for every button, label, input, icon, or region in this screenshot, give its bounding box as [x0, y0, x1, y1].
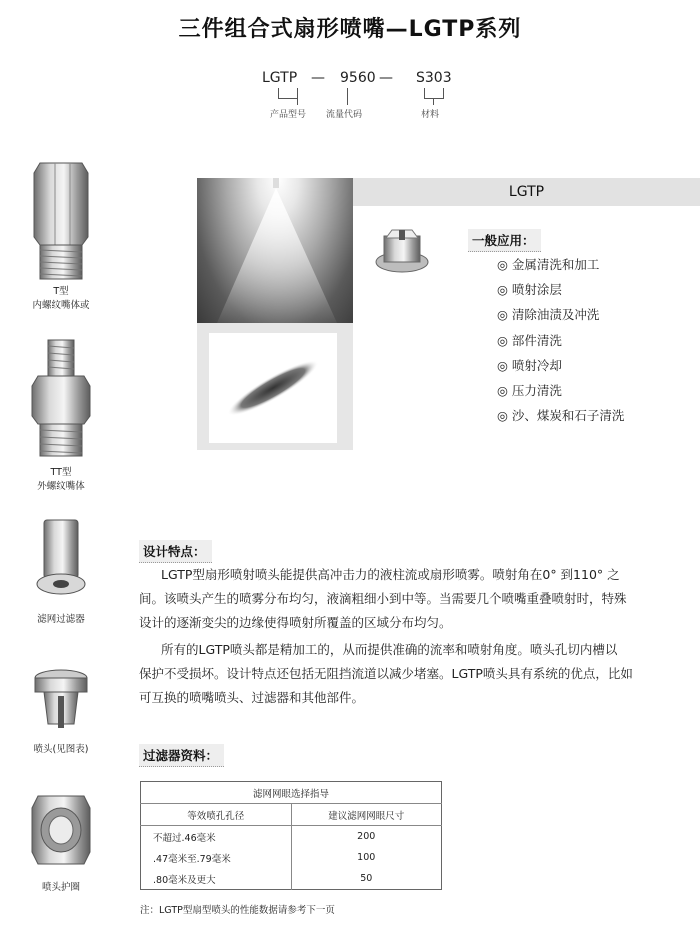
- spray-photo: [197, 178, 353, 323]
- tt-body-image: [30, 338, 92, 460]
- table-cell: 100: [357, 852, 376, 863]
- application-text: 部件清洗: [511, 333, 562, 348]
- application-item: [497, 305, 599, 323]
- part-label-line: 喷头(见图表): [33, 744, 89, 755]
- part-label-line: T型: [53, 286, 69, 297]
- part-label-t-body: [1, 285, 121, 313]
- table-cell: .47毫米至.79毫米: [141, 847, 292, 868]
- paragraph-line: LGTP型扇形喷射喷头能提供高冲击力的液柱流或扇形喷雾。喷射角在0° 到110° 之: [161, 567, 620, 582]
- part-label-retainer: [1, 881, 121, 895]
- application-text: 金属清洗和加工: [511, 257, 600, 272]
- part-label-line: 内螺纹嘴体或: [32, 300, 90, 311]
- bullet-icon: ◎: [497, 333, 508, 348]
- code-connector: [278, 88, 279, 98]
- paragraph-line: 所有的LGTP喷头都是精加工的，从而提供准确的流率和喷射角度。喷头孔切内槽以: [161, 642, 618, 657]
- applications-title: 一般应用：: [468, 229, 541, 252]
- code-connector: [278, 98, 298, 99]
- application-item: [497, 381, 562, 399]
- bullet-icon: ◎: [497, 383, 508, 398]
- code-connector: [433, 98, 434, 105]
- code-connector: [297, 88, 298, 105]
- filter-guide-table: [140, 781, 442, 890]
- application-text: 压力清洗: [511, 383, 562, 398]
- lgtp-tip-image: [372, 226, 432, 276]
- application-item: [497, 406, 624, 424]
- application-item: [497, 280, 562, 298]
- model-code-dash: —: [311, 70, 325, 86]
- code-connector: [443, 88, 444, 98]
- paragraph-line: 保护不受损坏。设计特点还包括无阻挡流道以减少堵塞。LGTP喷头具有系统的优点，比如: [139, 666, 633, 681]
- table-cell: 50: [360, 873, 373, 884]
- strainer-image: [30, 518, 92, 603]
- part-label-tt-body: [1, 466, 121, 494]
- footnote: 注：LGTP型扇型喷头的性能数据请参考下一页: [140, 905, 335, 916]
- model-code-dash: —: [379, 70, 393, 86]
- part-label-spray-tip: [1, 743, 121, 757]
- part-label-strainer: [1, 613, 121, 627]
- paragraph-line: 间。该喷头产生的喷雾分布均匀，液滴粗细小到中等。当需要几个喷嘴重叠喷射时，特殊: [139, 591, 627, 606]
- table-header-row: [141, 804, 442, 826]
- code-connector: [424, 98, 444, 99]
- table-row: [141, 826, 442, 848]
- filter-data-title: 过滤器资料：: [139, 744, 224, 767]
- spray-tip-image: [30, 668, 92, 734]
- bullet-icon: ◎: [497, 408, 508, 423]
- design-features-paragraph-2: [139, 638, 687, 710]
- spray-pattern-ellipse: [209, 333, 337, 443]
- part-label-line: 喷头护圈: [41, 882, 80, 893]
- retainer-image: [30, 790, 92, 872]
- application-item: [497, 255, 599, 273]
- application-text: 清除油渍及冲洗: [511, 307, 600, 322]
- spray-fan-image: [197, 178, 353, 323]
- bullet-icon: ◎: [497, 307, 508, 322]
- caption-product-model: 产品型号: [270, 110, 307, 120]
- model-code-product: LGTP: [262, 70, 298, 86]
- bullet-icon: ◎: [497, 282, 508, 297]
- bullet-icon: ◎: [497, 257, 508, 272]
- part-label-line: 滤网过滤器: [37, 614, 85, 625]
- table-title: 滤网网眼选择指导: [141, 782, 442, 804]
- table-cell: .80毫米及更大: [141, 868, 292, 890]
- application-item: [497, 356, 562, 374]
- model-code-flow: 9560: [340, 70, 376, 86]
- application-text: 喷射涂层: [511, 282, 562, 297]
- application-text: 沙、煤炭和石子清洗: [511, 408, 625, 423]
- caption-flow-code: 流量代码: [326, 110, 363, 120]
- table-row: [141, 868, 442, 890]
- table-cell: 200: [357, 831, 376, 842]
- part-label-line: TT型: [50, 467, 72, 478]
- caption-material: 材料: [421, 110, 440, 120]
- table-title-row: [141, 782, 442, 804]
- application-item: [497, 331, 562, 349]
- column-header: 建议滤网网眼尺寸: [291, 804, 442, 826]
- page-title: 三件组合式扇形喷嘴—LGTP系列: [178, 17, 522, 42]
- table-cell: 不超过.46毫米: [141, 826, 292, 848]
- table-row: [141, 847, 442, 868]
- design-features-paragraph-1: [139, 563, 687, 635]
- paragraph-line: 设计的逐渐变尖的边缘使得喷射所覆盖的区域分布均匀。: [139, 615, 452, 630]
- design-features-title: 设计特点：: [139, 540, 212, 563]
- model-code-material: S303: [416, 70, 452, 86]
- product-header: LGTP: [353, 178, 700, 206]
- application-text: 喷射冷却: [511, 358, 562, 373]
- part-label-line: 外螺纹嘴体: [37, 481, 85, 492]
- code-connector: [347, 88, 348, 105]
- column-header: 等效喷孔孔径: [141, 804, 292, 826]
- spray-pattern-image: [209, 333, 337, 443]
- bullet-icon: ◎: [497, 358, 508, 373]
- t-body-image: [30, 155, 92, 283]
- paragraph-line: 可互换的喷嘴喷头、过滤器和其他部件。: [139, 690, 365, 705]
- code-connector: [424, 88, 425, 98]
